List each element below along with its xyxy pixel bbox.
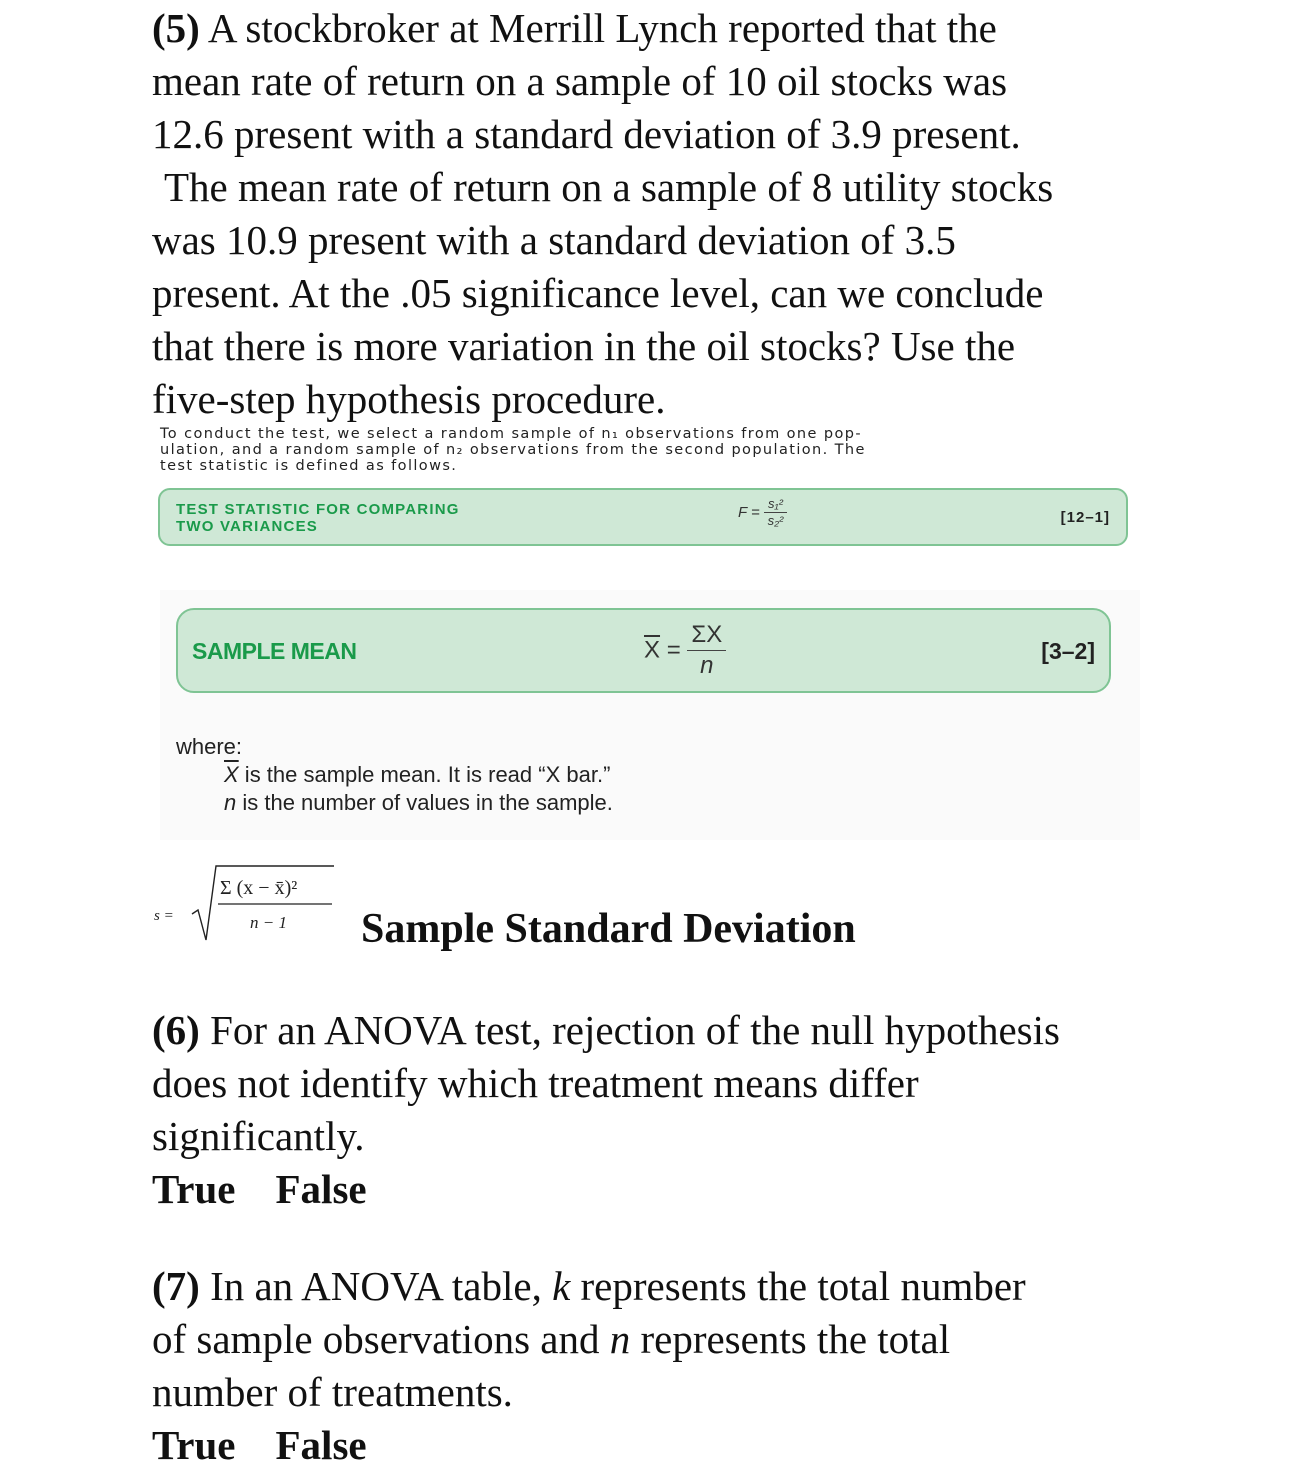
q7-true-option[interactable]: True: [152, 1422, 236, 1468]
q7-false-option[interactable]: False: [275, 1422, 367, 1468]
q5-line-6: present. At the .05 significance level, can we conclude: [152, 270, 1044, 316]
question-6: [152, 1004, 1060, 1216]
q5-number: (5): [152, 5, 200, 51]
sd-denominator: n − 1: [250, 913, 287, 932]
f-denominator: s₂²: [767, 513, 784, 528]
sample-mean-ref: [3–2]: [1041, 638, 1095, 664]
q5-line-8: five-step hypothesis procedure.: [152, 376, 666, 422]
q6-true-option[interactable]: True: [152, 1166, 236, 1212]
where-title: where:: [176, 734, 243, 759]
q5-line-4: The mean rate of return on a sample of 8 utility stocks: [164, 164, 1054, 210]
q6-line-2: does not identify which treatment means differ: [152, 1060, 919, 1106]
q6-number: (6): [152, 1007, 200, 1053]
question-5: [152, 2, 1152, 426]
sample-mean-formula: [644, 620, 726, 681]
sample-mean-label: SAMPLE MEAN: [192, 638, 357, 664]
sd-lhs: s =: [154, 908, 174, 924]
mean-denominator: n: [700, 652, 714, 679]
question-7: [152, 1260, 1026, 1472]
q6-line-1: (6) For an ANOVA test, rejection of the null hypothesis: [152, 1007, 1060, 1053]
f-statistic-label: TEST STATISTIC FOR COMPARING TWO VARIANCES: [176, 501, 460, 535]
q5-line-7: that there is more variation in the oil stocks? Use the: [152, 323, 1016, 369]
intro-line-2: ulation, and a random sample of n₂ observations from the second population. The: [160, 442, 866, 458]
q7-line-2: of sample observations and n represents the total: [152, 1316, 951, 1362]
intro-line-1: To conduct the test, we select a random sample of n₁ observations from one pop-: [160, 426, 862, 442]
f-test-intro: [160, 426, 1130, 474]
q5-line-1: (5) A stockbroker at Merrill Lynch reported that the: [152, 5, 997, 51]
q5-line-2: mean rate of return on a sample of 10 oil stocks was: [152, 58, 1008, 104]
f-statistic-box: [158, 488, 1128, 546]
mean-fraction: [687, 620, 726, 681]
q7-line-3: number of treatments.: [152, 1369, 513, 1415]
q6-options: [152, 1163, 1060, 1216]
q6-line-3: significantly.: [152, 1113, 365, 1159]
intro-line-3: test statistic is defined as follows.: [160, 458, 458, 474]
f-statistic-ref: [12–1]: [1060, 509, 1110, 526]
sample-mean-box: [176, 608, 1111, 693]
q5-line-3: 12.6 present with a standard deviation of 3.9 present.: [152, 111, 1021, 157]
f-numerator: s₁²: [764, 496, 787, 513]
f-fraction: [764, 496, 787, 529]
where-definitions: [176, 733, 613, 817]
q7-options: [152, 1419, 1026, 1472]
q7-line-1: (7) In an ANOVA table, k represents the total number: [152, 1263, 1026, 1309]
q5-line-5: was 10.9 present with a standard deviation of 3.5: [152, 217, 956, 263]
sd-numerator: Σ (x − x̄)²: [220, 877, 298, 899]
q6-false-option[interactable]: False: [275, 1166, 367, 1212]
q7-number: (7): [152, 1263, 200, 1309]
mean-numerator: ΣX: [687, 620, 726, 651]
sd-formula: [154, 862, 344, 942]
mean-equals: =: [666, 636, 681, 664]
sd-title: Sample Standard Deviation: [361, 906, 856, 952]
where-def-n: n is the number of values in the sample.: [224, 790, 613, 815]
where-def-xbar: $\overline{X}$ is the sample mean. It is read “X bar.”: [224, 762, 611, 787]
xbar-symbol: $\overline{X}$: [644, 636, 661, 664]
f-statistic-formula: [738, 496, 787, 529]
f-lhs: F =: [738, 504, 760, 521]
